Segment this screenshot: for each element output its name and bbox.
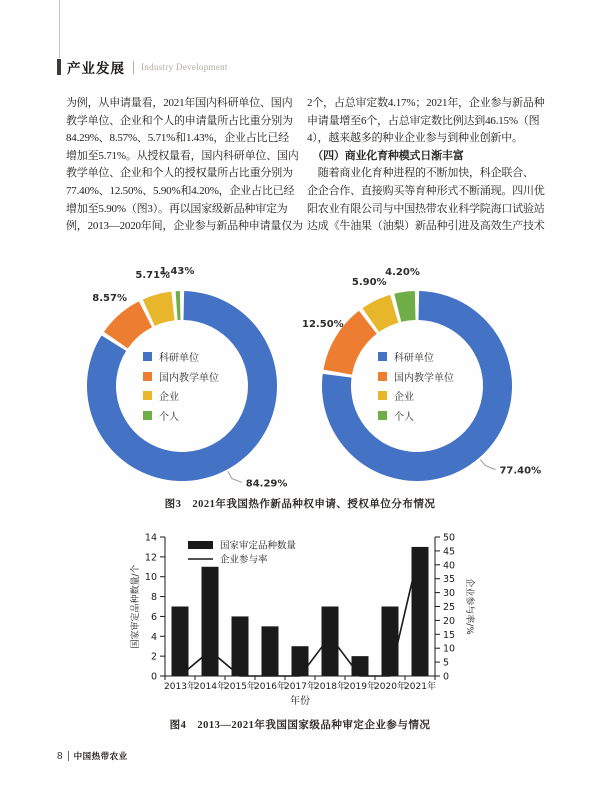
x-tick-label: 2013年 (164, 682, 196, 692)
legend-label: 企业 (394, 392, 414, 404)
bar (262, 626, 279, 676)
header-accent-bar (57, 59, 61, 75)
footer-divider (68, 751, 69, 761)
donut-chart-application (57, 266, 307, 506)
y-axis-title-right: 企业参与率/% (464, 578, 474, 635)
legend-swatch (143, 391, 152, 400)
journal-title: 中国热带农业 (73, 751, 128, 761)
left-column (66, 95, 306, 236)
x-axis-title: 年份 (290, 696, 310, 707)
x-tick-label: 2017年 (284, 682, 316, 692)
y-tick-label: 50 (443, 532, 456, 544)
legend-swatch (378, 372, 387, 381)
legend-item (143, 367, 219, 387)
legend-label: 国家审定品种数量 (220, 540, 297, 552)
text-line: 例，2013—2020年间，企业参与新品种申请量仅为 (66, 220, 303, 233)
slice-percent-label: 77.40% (499, 465, 542, 477)
figure4-caption: 图4 2013—2021年我国国家级品种审定企业参与情况 (169, 720, 431, 731)
legend-item (378, 367, 454, 387)
y-tick-label: 15 (443, 629, 456, 641)
x-tick-label: 2020年 (374, 682, 406, 692)
y-tick-label: 40 (443, 560, 456, 572)
bar-chart-svg (118, 528, 490, 718)
y-tick-label: 20 (443, 615, 456, 627)
text-line: 84.29%、8.57%、5.71%和1.43%，企业占比已经 (66, 132, 289, 145)
slice-percent-label: 4.20% (385, 266, 420, 278)
legend-label: 科研单位 (159, 353, 199, 365)
x-tick-label: 2018年 (314, 682, 346, 692)
bar (202, 567, 219, 676)
page-header (57, 58, 228, 76)
y-tick-label: 35 (443, 574, 456, 586)
legend-swatch (378, 352, 387, 361)
text-line: （四）商业化育种模式日渐丰富 (307, 149, 464, 162)
label-leader-line (228, 471, 242, 482)
slice-percent-label: 1.43% (159, 266, 195, 278)
text-line: 增加至5.71%。从授权量看，国内科研单位、国内 (66, 149, 299, 162)
bar (352, 656, 369, 676)
margin-rule (59, 0, 60, 58)
text-line: 企企合作、直接购买等育种形式不断涌现。四川优 (307, 184, 545, 197)
page-number: 8 (57, 750, 63, 762)
donut-slice (104, 301, 152, 348)
x-tick-label: 2019年 (344, 682, 376, 692)
text-line: 2个，占总审定数4.17%；2021年，企业参与新品种 (307, 97, 545, 109)
legend-item (143, 406, 219, 426)
donut-legend (378, 347, 454, 425)
legend-swatch (143, 352, 152, 361)
text-line: 为例，从申请量看，2021年国内科研单位、国内 (66, 97, 293, 109)
right-column (307, 95, 549, 236)
y-tick-label: 2 (150, 651, 157, 663)
legend-swatch (143, 372, 152, 381)
header-divider (133, 61, 134, 74)
x-tick-label: 2016年 (254, 682, 286, 692)
bar (322, 607, 339, 677)
x-tick-label: 2014年 (194, 682, 226, 692)
y-tick-label: 10 (443, 643, 456, 655)
y-tick-label: 10 (144, 572, 157, 584)
y-tick-label: 25 (443, 602, 456, 613)
text-line: 教学单位、企业和个人的授权量所占比重分别为 (66, 167, 293, 180)
legend-label: 企业参与率 (220, 554, 268, 566)
legend-swatch (143, 411, 152, 420)
donut-legend (143, 347, 219, 425)
x-tick-label: 2015年 (224, 682, 256, 692)
bar (382, 607, 399, 677)
y-tick-label: 5 (443, 657, 450, 669)
x-tick-label: 2021年 (404, 682, 436, 692)
slice-percent-label: 12.50% (302, 319, 344, 331)
legend-bar-swatch (188, 541, 213, 549)
y-tick-label: 0 (150, 671, 157, 683)
legend-label: 国内教学单位 (159, 372, 219, 384)
slice-percent-label: 5.90% (351, 276, 387, 288)
y-tick-label: 8 (150, 592, 157, 604)
y-tick-label: 6 (150, 611, 157, 623)
figure3-caption: 图3 2021年我国热作新品种权申请、授权单位分布情况 (164, 499, 436, 510)
text-line: 申请量增至6个，占总审定数比例达到46.15%（图 (307, 114, 540, 127)
y-tick-label: 45 (443, 546, 456, 558)
bar (172, 607, 189, 677)
label-leader-line (480, 460, 495, 470)
bar (412, 547, 429, 676)
slice-percent-label: 8.57% (92, 293, 127, 305)
donut-slice (176, 291, 181, 320)
text-line: 达成《牛油果（油梨）新品种引进及高效生产技术 (307, 220, 545, 233)
legend-item (378, 386, 454, 406)
legend-label: 个人 (394, 411, 414, 423)
bar (292, 646, 309, 676)
legend-label: 科研单位 (394, 353, 434, 365)
y-tick-label: 4 (150, 631, 157, 643)
legend-swatch (378, 391, 387, 400)
y-axis-title-left: 国家审定品种数量/个 (131, 564, 141, 649)
legend-item (143, 386, 219, 406)
legend-label: 企业 (159, 392, 179, 404)
legend-swatch (378, 411, 387, 420)
legend-label: 国内教学单位 (394, 372, 454, 384)
legend-label: 个人 (159, 411, 179, 423)
page-footer (57, 750, 128, 762)
text-line: 教学单位、企业和个人的申请量所占比重分别为 (66, 114, 293, 127)
text-line: 阳农业有限公司与中国热带农业科学院海口试验站 (307, 202, 545, 215)
y-tick-label: 12 (144, 552, 157, 564)
donut-slice (394, 291, 415, 322)
y-tick-label: 30 (443, 588, 456, 600)
donut-chart-authorization (292, 266, 542, 506)
section-title-en: Industry Development (141, 62, 228, 72)
text-line: 随着商业化育种进程的不断加快，科企联合、 (307, 167, 534, 180)
text-line: 4），越来越多的种业企业参与到种业创新中。 (307, 132, 523, 145)
bar (232, 616, 249, 676)
slice-percent-label: 84.29% (245, 478, 288, 490)
text-line: 增加至5.90%（图3）。再以国家级新品种审定为 (66, 202, 288, 215)
section-title: 产业发展 (67, 61, 125, 76)
y-tick-label: 14 (144, 532, 157, 544)
text-line: 77.40%、12.50%、5.90%和4.20%，企业占比已经 (66, 184, 295, 197)
slice-percent-label: 5.71% (135, 269, 171, 281)
legend-item (378, 406, 454, 426)
legend-item (378, 347, 454, 367)
y-tick-label: 0 (443, 671, 450, 683)
legend-item (143, 347, 219, 367)
